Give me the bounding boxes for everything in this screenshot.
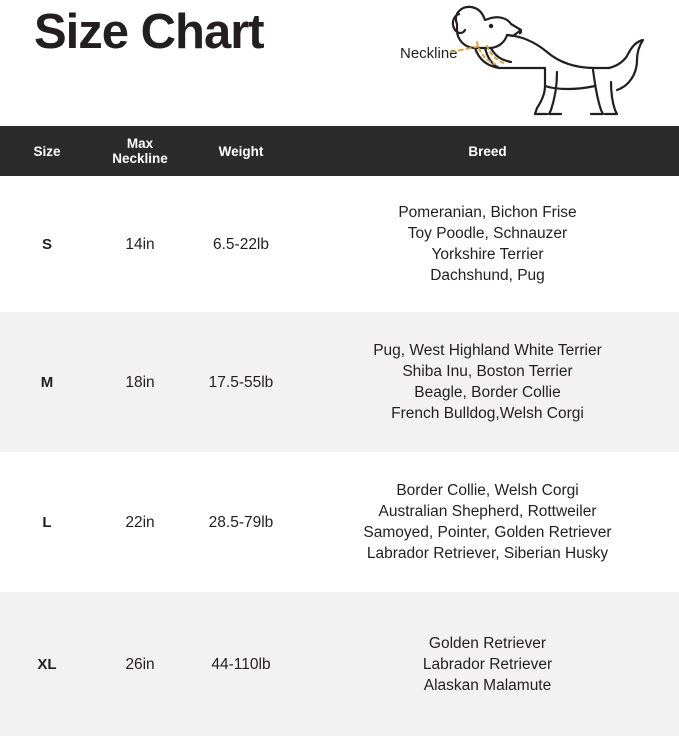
breed-line: Toy Poodle, Schnauzer [407,225,568,242]
cell-neckline: 26in [94,592,186,736]
cell-breed [296,592,679,736]
table-row [0,452,679,592]
breed-line: French Bulldog,Welsh Corgi [391,405,584,422]
cell-size: L [42,513,52,531]
cell-size: XL [0,592,94,736]
cell-neckline: 18in [94,312,186,452]
column-header-max-neckline-line2: Neckline [112,151,168,166]
neckline-callout-label: Neckline [400,45,458,62]
breed-line: Shiba Inu, Boston Terrier [402,363,573,380]
breed-line: Pug, West Highland White Terrier [373,342,602,359]
breed-line: Samoyed, Pointer, Golden Retriever [363,524,612,541]
cell-breed [296,312,679,452]
column-header-size: Size [0,126,94,176]
dog-illustration [395,2,655,122]
breed-line: Dachshund, Pug [430,267,545,284]
cell-weight: 6.5-22lb [212,235,269,253]
breed-line: Pomeranian, Bichon Frise [398,204,577,221]
table-header [0,126,679,176]
breed-line: Labrador Retriever, Siberian Husky [366,545,609,562]
column-header-max-neckline [94,126,186,176]
breed-line: Yorkshire Terrier [431,246,544,263]
column-header-breed: Breed [296,126,679,176]
breed-line: Alaskan Malamute [423,676,552,694]
cell-neckline: 14in [125,235,155,253]
cell-breed [296,176,679,312]
table-row [0,176,679,312]
breed-line: Australian Shepherd, Rottweiler [378,503,597,520]
table-body [0,176,679,736]
page-header [0,0,679,126]
page-title: Size Chart [34,5,264,59]
column-header-weight: Weight [186,126,296,176]
breed-line: Labrador Retriever [422,655,553,673]
cell-breed [296,452,679,592]
breed-line: Beagle, Border Collie [414,384,561,401]
breed-line: Golden Retriever [428,634,547,652]
table-header-row [0,126,679,176]
cell-size: M [0,312,94,452]
column-header-max-neckline-line1: Max [126,136,154,151]
cell-weight: 28.5-79lb [208,513,274,531]
cell-size: S [41,235,52,253]
cell-weight: 17.5-55lb [186,312,296,452]
size-chart-table [0,126,679,736]
table-row [0,592,679,736]
cell-weight: 44-110lb [186,592,296,736]
dog-outline-icon [395,2,655,122]
table-row [0,312,679,452]
cell-neckline: 22in [125,513,155,531]
breed-line: Border Collie, Welsh Corgi [396,482,579,499]
